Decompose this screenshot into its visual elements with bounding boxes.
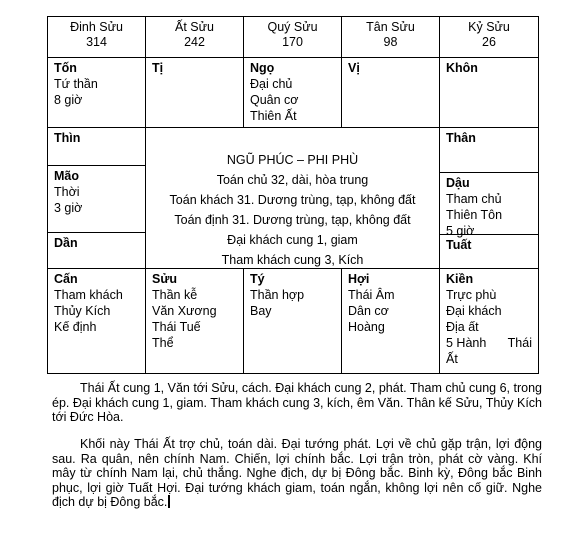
header-name: Quý Sửu bbox=[267, 20, 318, 34]
center-panel bbox=[146, 128, 440, 269]
palace-line: Tứ thần bbox=[54, 77, 98, 91]
palace-suu bbox=[146, 269, 244, 373]
paragraph-text: Thái Ất cung 1, Văn tới Sửu, cách. Đại khách cung 2, phát. Tham chủ cung 6, trong ép. Đại khách cung 1, giam. Tham khách cung 3, kích, êm Văn. Thân kế Sửu, Thủy Kích tới Đức Hòa. bbox=[52, 381, 542, 424]
palace-line: Văn Xương bbox=[152, 304, 217, 318]
palace-line: Thái Tuế bbox=[152, 320, 201, 334]
palace-line: Tham chủ bbox=[446, 192, 502, 206]
paragraph bbox=[52, 437, 542, 510]
palace-khon bbox=[440, 58, 538, 128]
header-value: 26 bbox=[482, 35, 496, 49]
palace-tuat bbox=[440, 235, 538, 269]
nine-palace-table bbox=[47, 16, 539, 374]
palace-title: Tuất bbox=[446, 238, 472, 252]
header-name: Kỷ Sửu bbox=[468, 20, 510, 34]
palace-line: Dân cơ bbox=[348, 304, 389, 318]
palace-line: Thần hợp bbox=[250, 288, 305, 302]
palace-than bbox=[440, 128, 538, 173]
palace-title: Mão bbox=[54, 169, 79, 183]
palace-line: Thể bbox=[152, 336, 174, 350]
palace-line: Thủy Kích bbox=[54, 304, 111, 318]
palace-title: Thìn bbox=[54, 131, 81, 145]
header-cell bbox=[342, 17, 440, 58]
palace-line: Hoàng bbox=[348, 320, 385, 334]
center-line: Toán định 31. Dương trùng, tạp, không đất bbox=[174, 213, 411, 227]
palace-line: Thiên Tôn bbox=[446, 208, 503, 222]
header-cell bbox=[440, 17, 538, 58]
palace-dau bbox=[440, 173, 538, 238]
palace-mao bbox=[48, 166, 146, 233]
palace-line: Kế định bbox=[54, 320, 97, 334]
header-value: 98 bbox=[383, 35, 398, 49]
palace-title: Dần bbox=[54, 236, 78, 250]
paragraph bbox=[52, 381, 542, 425]
palace-title: Tốn bbox=[54, 61, 77, 75]
palace-vi bbox=[342, 58, 440, 128]
palace-title: Cấn bbox=[54, 272, 78, 286]
center-line: Toán khách 31. Dương trùng, tạp, không đất bbox=[169, 193, 416, 207]
palace-ton bbox=[48, 58, 146, 128]
header-cell bbox=[244, 17, 342, 58]
palace-line: Địa ất bbox=[446, 320, 479, 334]
palace-kien bbox=[440, 269, 538, 373]
palace-line: Thần kễ bbox=[152, 288, 198, 302]
palace-line-left: 5 Hành bbox=[446, 336, 487, 350]
header-cell bbox=[146, 17, 244, 58]
header-value: 170 bbox=[282, 35, 303, 49]
palace-title: Thân bbox=[446, 131, 476, 145]
palace-line: 3 giờ bbox=[54, 201, 83, 215]
palace-title: Kiền bbox=[446, 272, 474, 286]
header-value: 242 bbox=[184, 35, 205, 49]
center-line: Đại khách cung 1, giam bbox=[227, 233, 358, 247]
center-title: NGŨ PHÚC – PHI PHÙ bbox=[226, 153, 359, 167]
palace-title: Khôn bbox=[446, 61, 478, 75]
palace-line: Đại khách bbox=[446, 304, 502, 318]
palace-line: Thiên Ất bbox=[250, 109, 297, 123]
palace-can bbox=[48, 269, 146, 373]
header-name: Ất Sửu bbox=[175, 20, 214, 34]
paragraph-text bbox=[52, 437, 542, 510]
palace-line: 8 giờ bbox=[54, 93, 83, 107]
palace-line: Thái Âm bbox=[348, 288, 395, 302]
palace-title: Tý bbox=[250, 272, 265, 286]
palace-title: Hợi bbox=[348, 272, 370, 286]
palace-line: Quân cơ bbox=[250, 93, 299, 107]
palace-line: 5 giờ bbox=[446, 224, 475, 238]
palace-line bbox=[446, 335, 532, 351]
header-name: Tân Sửu bbox=[366, 20, 415, 34]
center-line: Toán chủ 32, dài, hòa trung bbox=[216, 173, 369, 187]
palace-hoi bbox=[342, 269, 440, 373]
palace-thin bbox=[48, 128, 146, 166]
paragraph-content: Khối này Thái Ất trợ chủ, toán dài. Đại tướng phát. Lợi về chủ gặp trận, lợi động sau. Ra quân, nên chính Nam. Chiến, lợi chính bắc. Lợi trận tròn, phát cờ vàng. Khí mây từ chính Nam lại, chủ thắng. Nghe địch, dự bị Đông bắc. Binh kỳ, Đông bắc Binh phục, lợi giờ Tuất Hợi. Đại tướng khách giam, toán ngắn, không lợi nên cố giữ. Nghe địch dự bị Đông bắc. bbox=[52, 437, 542, 509]
palace-line: Bay bbox=[250, 304, 272, 318]
header-cell bbox=[48, 17, 146, 58]
palace-title: Sửu bbox=[152, 272, 178, 286]
header-value: 314 bbox=[86, 35, 107, 49]
palace-ti bbox=[146, 58, 244, 128]
center-line: Tham khách cung 3, Kích bbox=[221, 253, 364, 267]
palace-title: Ngọ bbox=[250, 61, 275, 75]
palace-dan bbox=[48, 233, 146, 269]
text-cursor bbox=[168, 495, 170, 508]
palace-line: Tham khách bbox=[54, 288, 123, 302]
palace-title: Dậu bbox=[446, 176, 470, 190]
palace-line: Ất bbox=[446, 352, 458, 366]
palace-ty bbox=[244, 269, 342, 373]
palace-title: Vị bbox=[348, 61, 360, 75]
header-name: Đinh Sửu bbox=[70, 20, 123, 34]
palace-line-right: Thái bbox=[507, 336, 532, 350]
palace-line: Thời bbox=[54, 185, 80, 199]
palace-ngo bbox=[244, 58, 342, 128]
palace-line: Trực phù bbox=[446, 288, 497, 302]
palace-line: Đại chủ bbox=[250, 77, 293, 91]
palace-title: Tị bbox=[152, 61, 164, 75]
